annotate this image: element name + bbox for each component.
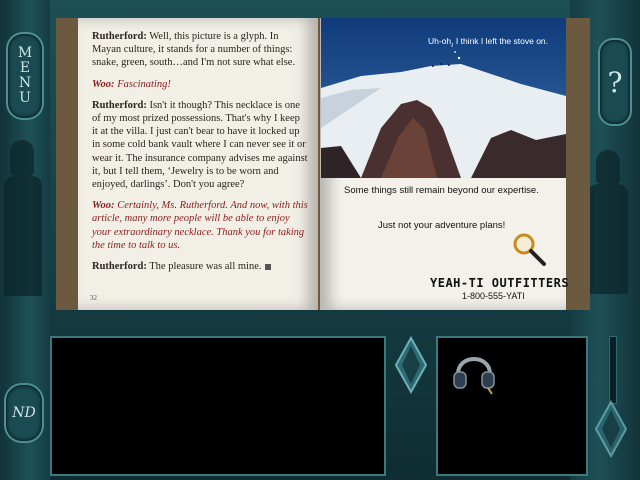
menu-button[interactable]: [6, 32, 44, 120]
ad-phone: 1-800-555-YATI: [462, 291, 525, 301]
menu-letter: N: [18, 75, 32, 91]
inventory-scroll-down-button[interactable]: [594, 400, 628, 458]
paragraph-text: Well, this picture is a glyph. In Mayan culture, it stands for a number of things: snake, green, south…and I'm not sure what else.: [92, 31, 296, 69]
page-number: 32: [90, 294, 97, 302]
help-label: ?: [607, 65, 623, 99]
magnifying-glass-icon: [510, 230, 550, 270]
speaker-name: Rutherford:: [92, 99, 147, 111]
menu-letter: E: [19, 60, 31, 76]
dialogue-panel: [50, 336, 386, 476]
nd-logo-button[interactable]: [4, 383, 44, 443]
headphones-icon[interactable]: [448, 344, 500, 396]
help-button[interactable]: [598, 38, 632, 126]
paragraph-text: The pleasure was all mine.: [149, 261, 262, 273]
ad-brand: YEAH-TI OUTFITTERS: [430, 276, 570, 290]
menu-letter: M: [17, 45, 33, 61]
paragraph: [92, 30, 308, 70]
speaker-name: Rutherford:: [92, 261, 147, 273]
photo-caption: Uh-oh, I think I left the stove on.: [428, 36, 549, 46]
inventory-scrollbar[interactable]: [609, 336, 617, 404]
nd-logo-label: ND: [12, 405, 36, 421]
paragraph: [92, 99, 308, 191]
speaker-name: Woo:: [92, 200, 115, 212]
paragraph-text: Fascinating!: [117, 78, 171, 90]
speaker-name: Woo:: [92, 78, 115, 90]
menu-letter: U: [19, 90, 31, 106]
end-mark-icon: [265, 264, 271, 270]
paragraph-text: Certainly, Ms. Rutherford. And now, with this article, many more people will be able to enjoy your extraordinary necklace. Thank you for taking the time to talk to us.: [92, 200, 308, 251]
speaker-name: Rutherford:: [92, 31, 147, 42]
ad-subline: Just not your adventure plans!: [378, 220, 506, 231]
inventory-scroll-button[interactable]: [394, 336, 428, 394]
paragraph: [92, 260, 308, 273]
ad-tagline: Some things still remain beyond our expertise.: [344, 185, 539, 196]
paragraph: [92, 199, 308, 252]
paragraph: [92, 78, 308, 91]
interview-text: [92, 30, 308, 281]
paragraph-text: Isn't it though? This necklace is one of my most prized possessions. That's why I keep it at the villa. I just can't bear to have it locked up in some cold bank vault where I can never see it or wear it. The insurance company advises me against it, but I tell them, ‘Jewelry is to be worn and enjoyed, darlings’. Don't you agree?: [92, 99, 308, 191]
